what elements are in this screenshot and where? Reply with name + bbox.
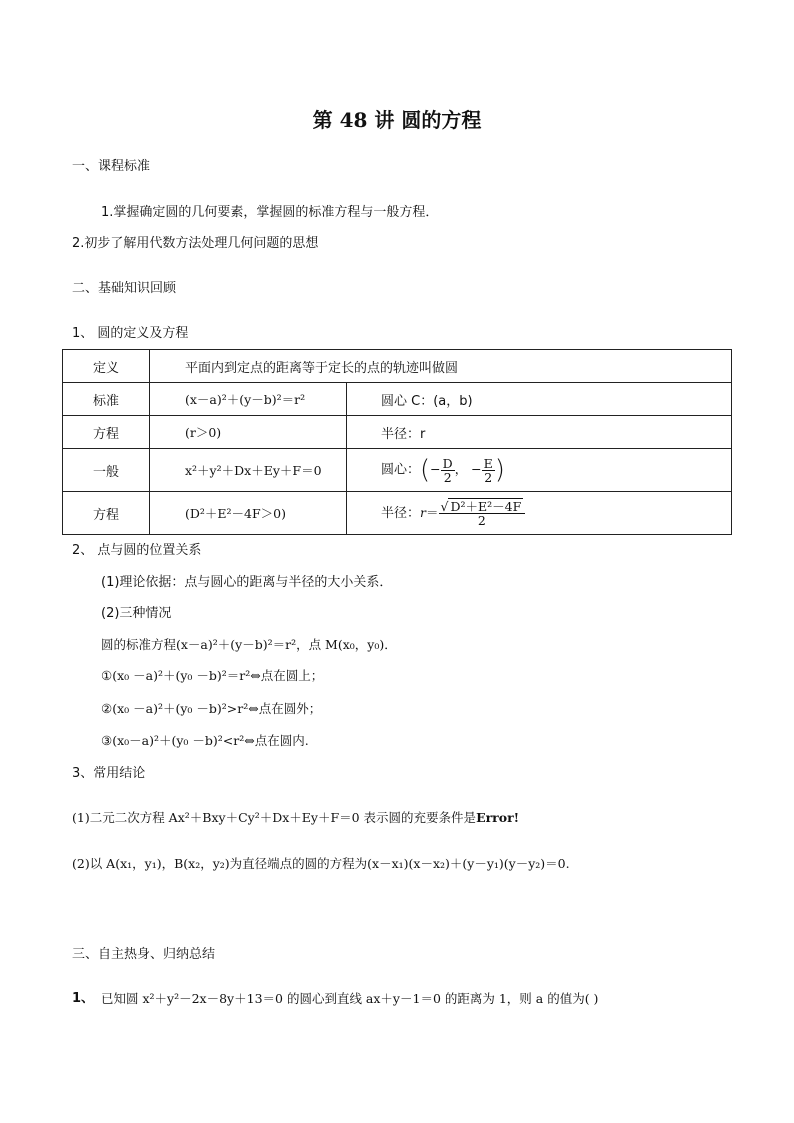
table-cell-def-text: 平面内到定点的距离等于定长的点的轨迹叫做圆	[150, 350, 732, 383]
table-row	[63, 350, 732, 383]
fraction-d-over-2: $\frac{D}{2}$	[442, 455, 453, 485]
fraction-e-over-2: $\frac{E}{2}$	[483, 455, 493, 485]
subsection-heading-2: 2、 点与圆的位置关系	[72, 543, 202, 558]
subsection-heading-1: 1、 圆的定义及方程	[72, 326, 189, 341]
table-row	[63, 383, 732, 416]
table-row	[63, 416, 732, 449]
table-cell-gen-label-1: 一般	[63, 449, 150, 492]
cases-line: (2)三种情况	[101, 606, 172, 621]
table-cell-gen-cond: (D²＋E²－4F＞0)	[150, 492, 347, 535]
conclusion-1-line: (1)二元二次方程 Ax²＋Bxy＋Cy²＋Dx＋Ey＋F＝0 表示圆的充要条件是Error!	[72, 810, 520, 825]
page-title: 第 48 讲 圆的方程	[312, 108, 482, 132]
table-cell-std-eq: (x－a)²＋(y－b)²＝r²	[150, 383, 347, 416]
standard-item-1: 1.掌握确定圆的几何要素，掌握圆的标准方程与一般方程．	[101, 205, 439, 220]
table-cell-std-cond: (r＞0)	[150, 416, 347, 449]
case-1-line: ①(x₀ －a)²＋(y₀ －b)²＝r²⇔点在圆上；	[101, 668, 324, 683]
table-cell-std-label-1: 标准	[63, 383, 150, 416]
case-2-line: ②(x₀ －a)²＋(y₀ －b)²>r²⇔点在圆外；	[101, 701, 322, 716]
setup-line: 圆的标准方程(x－a)²＋(y－b)²＝r²，点 M(x₀，y₀)．	[101, 637, 397, 652]
table-cell-gen-radius: 半径：r＝ $\frac{\text{√ D²＋E²－4F}}{2}$	[347, 492, 732, 535]
conclusion-2-line: (2)以 A(x₁，y₁)，B(x₂，y₂)为直径端点的圆的方程为(x－x₁)(x－x₂)＋(y－y₁)(y－y₂)＝0.	[72, 856, 570, 871]
table-cell-std-radius: 半径：r	[347, 416, 732, 449]
table-row	[63, 492, 732, 535]
question-1-text: 已知圆 x²＋y²－2x－8y＋13＝0 的圆心到直线 ax＋y－1＝0 的距离为 1，则 a 的值为( )	[101, 991, 599, 1006]
table-cell-gen-label-2: 方程	[63, 492, 150, 535]
table-cell-gen-center: 圆心：(− $\frac{D}{2}$ ， − $\frac{E}{2}$ )	[347, 449, 732, 492]
subsection-heading-3: 3、常用结论	[72, 766, 146, 781]
section-heading-2: 二、基础知识回顾	[72, 281, 177, 296]
section-heading-3: 三、自主热身、归纳总结	[72, 947, 216, 962]
table-cell-std-label-2: 方程	[63, 416, 150, 449]
gen-radius-label: 半径：	[381, 505, 421, 521]
section-heading-1: 一、课程标准	[72, 159, 151, 174]
question-1-number: 1、	[72, 991, 95, 1006]
circle-equation-table	[62, 349, 732, 535]
table-cell-def-label: 定义	[63, 350, 150, 383]
table-row	[63, 449, 732, 492]
error-text: Error!	[476, 810, 520, 825]
fraction-radius: $\frac{\text{√ D²＋E²－4F}}{2}$	[439, 500, 526, 527]
table-cell-std-center: 圆心 C：(a，b)	[347, 383, 732, 416]
case-3-line: ③(x₀－a)²＋(y₀ －b)²<r²⇔点在圆内.	[101, 733, 309, 748]
gen-center-label: 圆心：	[381, 462, 421, 478]
standard-item-2: 2.初步了解用代数方法处理几何问题的思想	[72, 236, 319, 251]
table-cell-gen-eq: x²＋y²＋Dx＋Ey＋F＝0	[150, 449, 347, 492]
theory-line: (1)理论依据：点与圆心的距离与半径的大小关系．	[101, 575, 393, 590]
